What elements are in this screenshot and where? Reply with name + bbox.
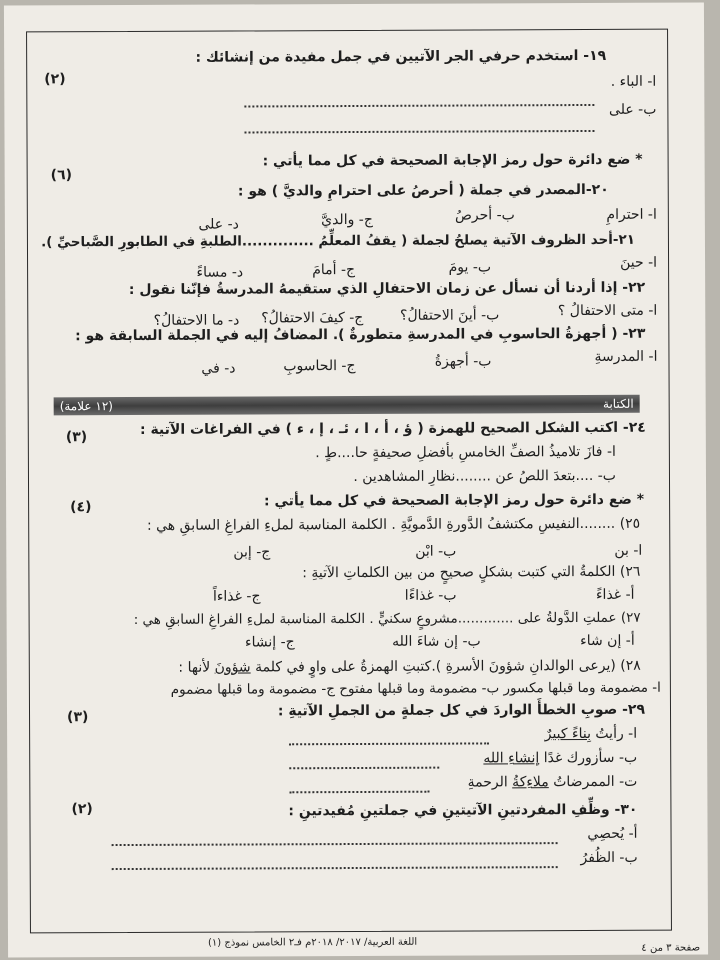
q24-item-b: ب- ....بتعدَ اللصُ عن ........نظارِ المشاهدين . bbox=[353, 467, 617, 486]
q21-option-a[interactable]: ا- حينَ bbox=[620, 254, 658, 271]
q23-stem: ٢٣- ( أجهزةُ الحاسوبِ في المدرسةِ متطورةٌ ). المضافُ إليه في الجملة السابقة هو : bbox=[75, 325, 646, 345]
q29-answer-line-c[interactable] bbox=[289, 790, 429, 794]
q29-a-error-word: بِناءً كبيرٌ bbox=[544, 725, 592, 743]
q27-option-b[interactable]: ب- إن شاءَ الله bbox=[392, 633, 481, 650]
q20-stem: ٢٠-المصدر في جملة ( أحرصُ على احترامِ والديَّ ) هو : bbox=[237, 181, 609, 200]
q26-option-c[interactable]: ج- غذاءاً bbox=[212, 588, 261, 605]
q27-option-c[interactable]: ج- إنشاء bbox=[245, 634, 295, 651]
q20-option-c[interactable]: ج- والديَّ bbox=[321, 211, 373, 229]
exam-sheet bbox=[4, 2, 708, 957]
q19-option-a: ا- الباء . bbox=[610, 73, 657, 90]
q21-option-d[interactable]: د- مساءً bbox=[196, 264, 244, 281]
q30-item-a: أ- يُحصِي bbox=[587, 825, 638, 842]
q25-stem: ٢٥) ........النفيسِ مكتشفُ الدَّورةِ الدَّمويَّةِ . الكلمة المناسبة لملءِ الفراغِ السابقِ هي : bbox=[146, 515, 641, 534]
q30-marks: (٢) bbox=[71, 801, 93, 818]
footer-page-number: صفحة ٣ من ٤ bbox=[641, 942, 701, 954]
q29-item-a bbox=[545, 725, 637, 743]
q25-option-b[interactable]: ب- ابْن bbox=[415, 543, 457, 560]
q28-stem-word: شؤونَ bbox=[214, 659, 251, 676]
q29-c-suffix: الرحمةِ bbox=[467, 774, 513, 791]
q23-option-a[interactable]: ا- المدرسةِ bbox=[594, 348, 658, 365]
q29-c-prefix: ت- الممرضاتُ bbox=[548, 773, 638, 791]
mc1-instruction: * ضع دائرة حول رمز الإجابة الصحيحة في كل مما يأتي : bbox=[262, 151, 643, 170]
q23-option-b[interactable]: ب- أجهزةُ bbox=[434, 353, 492, 370]
q22-option-c[interactable]: ج- كيفَ الاحتفالُ؟ bbox=[261, 309, 364, 327]
q25-option-a[interactable]: ا- بن bbox=[614, 542, 643, 559]
mc2-marks: (٤) bbox=[70, 499, 92, 516]
q29-item-b bbox=[483, 749, 637, 768]
section-marks: (١٢ علامة) bbox=[59, 399, 113, 414]
q23-option-d[interactable]: د- في bbox=[201, 360, 236, 377]
q22-option-d[interactable]: د- ما الاحتفالُ؟ bbox=[153, 312, 240, 329]
q28-stem-before: ٢٨) (يرعى الوالدانِ شؤونَ الأسرةِ ).كتبتِ الهمزةُ على واوٍ في كلمة bbox=[250, 657, 641, 676]
q25-option-c[interactable]: ج- إبن bbox=[233, 544, 271, 561]
footer-exam-info: اللغة العربية/ ٢٠١٧/ ٢٠١٨م فـ٢ الخامس نموذج (١) bbox=[207, 936, 418, 949]
q20-option-a[interactable]: ا- احترامِ bbox=[606, 206, 657, 223]
q29-marks: (٣) bbox=[66, 709, 89, 726]
q26-option-b[interactable]: ب- غذاءًا bbox=[404, 587, 457, 604]
section-header-band bbox=[54, 395, 640, 416]
mc2-instruction: * ضع دائرة حول رمز الإجابة الصحيحة في كل مما يأتي : bbox=[263, 491, 645, 510]
q24-item-a: ا- فازَ تلاميذُ الصفِّ الخامسِ بأفضلِ صحيفةٍ حا....طٍ . bbox=[315, 443, 616, 462]
q29-a-prefix: ا- رأيتُ bbox=[590, 725, 638, 742]
q24-marks: (٣) bbox=[65, 429, 88, 446]
q21-option-c[interactable]: ج- أمامَ bbox=[312, 262, 356, 279]
q24-title: ٢٤- اكتب الشكل الصحيح للهمزة ( ؤ ، أ ، ا ، ئـ ، إ ، ء ) في الفراغات الآتية : bbox=[139, 419, 646, 438]
q27-option-a[interactable]: أ- إن شاء bbox=[580, 632, 635, 650]
q22-stem: ٢٢- إذا أردنا أن نسأل عن زمان الاحتفالِ الذي ستقيمهُ المدرسةُ فإنّنا نقول : bbox=[128, 279, 646, 298]
q30-item-b: ب- الظُفرُ bbox=[580, 849, 638, 867]
q26-option-a[interactable]: أ- غذاءً bbox=[595, 586, 635, 603]
section-title: الكتابة bbox=[602, 396, 634, 411]
q28-stem-after: لأنها : bbox=[178, 659, 215, 676]
q21-option-b[interactable]: ب- يومَ bbox=[448, 259, 492, 276]
q27-stem: ٢٧) عملتِ الدَّولةُ على .............مشروعٍ سكنيٍّ . الكلمة المناسبة لملءِ الفراغِ السابقِ هي : bbox=[133, 609, 641, 628]
q19-title: ١٩- استخدم حرفي الجر الآتيين في جمل مفيدة من إنشائك : bbox=[195, 47, 607, 66]
q22-option-b[interactable]: ب- أينَ الاحتفالُ؟ bbox=[399, 307, 500, 324]
q19-marks: (٢) bbox=[44, 71, 66, 88]
mc1-marks: (٦) bbox=[50, 167, 73, 184]
q19-option-b: ب- على bbox=[609, 101, 657, 118]
q20-option-b[interactable]: ب- أحرصُ bbox=[454, 207, 515, 224]
q29-b-error-word: إنشاءِ الله bbox=[483, 750, 540, 767]
q29-answer-line-b[interactable] bbox=[289, 766, 439, 770]
q23-option-c[interactable]: ج- الحاسوبِ bbox=[283, 358, 356, 375]
q21-stem: ٢١-أحد الظروف الآتية يصلحُ لجملة ( يقفُ المعلِّمُ ..............الطلبةِ في الطابورِ الصَّباحيِّ ). bbox=[41, 231, 635, 251]
q29-b-prefix: ب- سأزورك غدًا bbox=[539, 749, 638, 767]
q29-title: ٢٩- صوبِ الخطأَ الواردَ في كل جملةٍ من الجملِ الآتيةِ : bbox=[277, 701, 646, 720]
q28-options[interactable]: ا- مضمومة وما قبلها مكسور ب- مضمومة وما قبلها مفتوح ج- مضمومة وما قبلها مضموم bbox=[170, 679, 661, 698]
q29-c-error-word: ملاءِكةُ bbox=[512, 774, 549, 791]
q26-stem: ٢٦) الكلمةُ التي كتبت بشكلٍ صحيحٍ من بين الكلماتِ الآتيةِ : bbox=[302, 563, 641, 582]
q20-option-d[interactable]: د- على bbox=[198, 216, 239, 233]
q22-option-a[interactable]: ا- متى الاحتفالُ ؟ bbox=[557, 302, 658, 320]
q29-item-c bbox=[468, 773, 638, 792]
q28-stem bbox=[178, 657, 640, 677]
q30-title: ٣٠- وظِّفِ المفردتينِ الآتيتينِ في جملتينِ مُفيدتينِ : bbox=[288, 801, 638, 820]
